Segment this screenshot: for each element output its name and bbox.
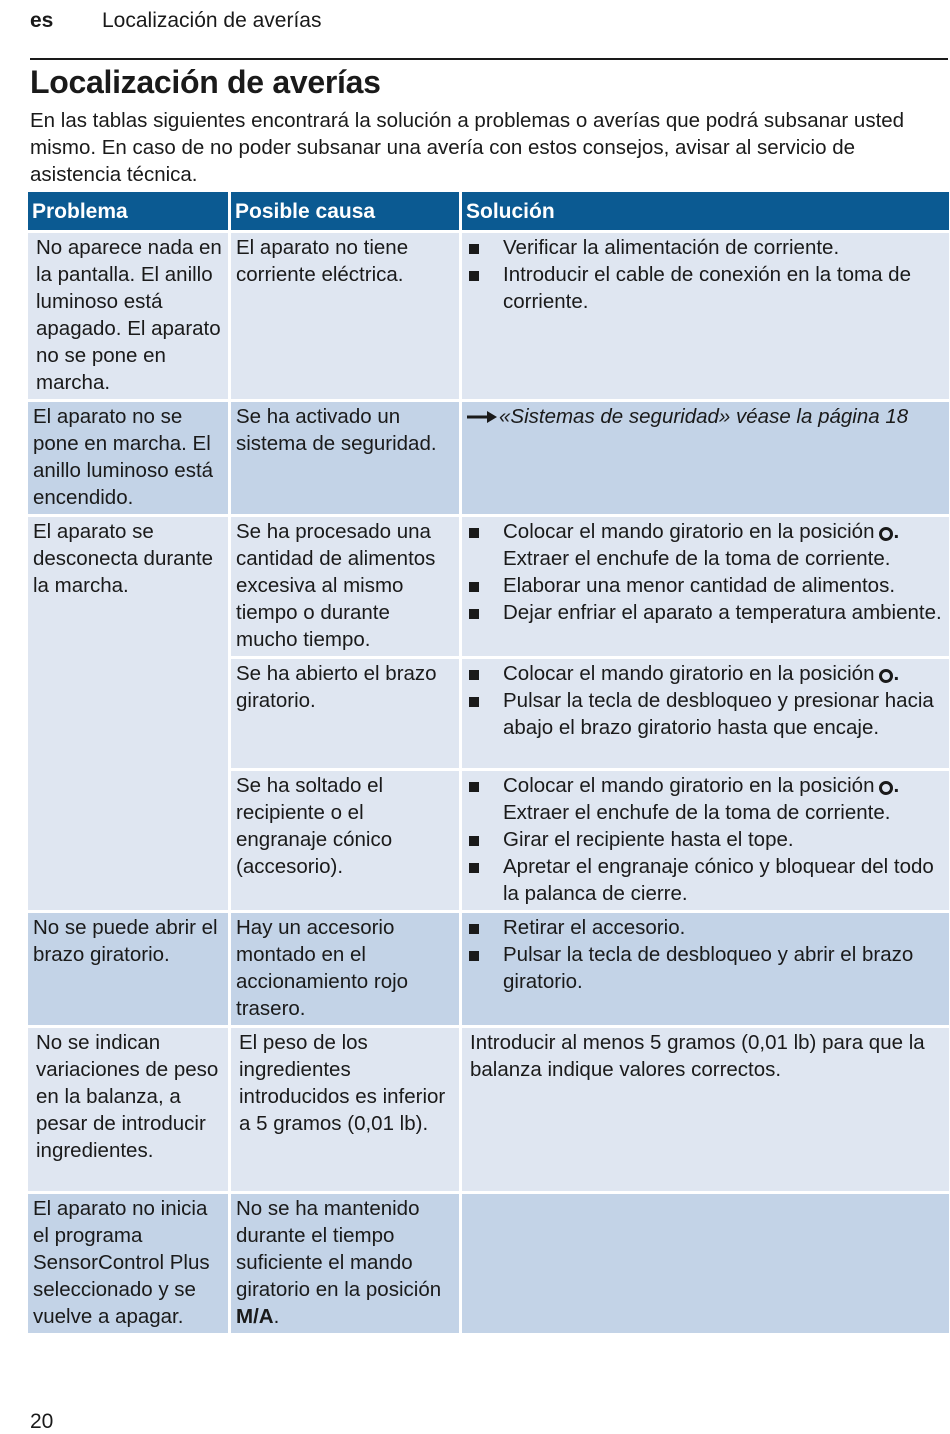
position-label: M/A <box>236 1305 274 1328</box>
problem-cell: El aparato no inicia el programa SensorControl Plus seleccionado y se vuelve a apagar. <box>28 1194 228 1333</box>
solution-cell <box>462 913 949 1025</box>
arrow-right-icon <box>467 410 497 424</box>
solution-item: Elaborar una menor cantidad de alimentos. <box>467 572 944 599</box>
page-number: 20 <box>30 1410 54 1433</box>
solution-item: Colocar el mando giratorio en la posición . <box>467 518 944 545</box>
cause-cell: El aparato no tiene corriente eléctrica. <box>231 233 459 399</box>
header-cause: Posible causa <box>231 192 459 230</box>
cause-cell: No se ha mantenido durante el tiempo suficiente el mando giratorio en la posición M/A. <box>231 1194 459 1333</box>
solution-item: Girar el recipiente hasta el tope. <box>467 826 944 853</box>
cause-cell: El peso de los ingredientes introducidos es inferior a 5 gramos (0,01 lb). <box>231 1028 459 1191</box>
cross-reference-text: «Sistemas de seguridad» véase la página 18 <box>499 405 909 428</box>
solution-cell <box>462 517 949 656</box>
solution-cell <box>462 402 949 514</box>
solution-item: Colocar el mando giratorio en la posición . <box>467 660 944 687</box>
table-row <box>28 517 949 656</box>
solution-cell <box>462 1194 949 1333</box>
problem-cell: No se puede abrir el brazo giratorio. <box>28 913 228 1025</box>
solution-item: Retirar el accesorio. <box>467 914 944 941</box>
solution-cell <box>462 771 949 910</box>
header-title: Localización de averías <box>102 9 322 32</box>
problem-cell: El aparato no se pone en marcha. El anillo luminoso está encendido. <box>28 402 228 514</box>
intro-paragraph: En las tablas siguientes encontrará la solución a problemas o averías que podrá subsanar usted mismo. En caso de no poder subsanar una avería con estos consejos, avisar al servicio de asistencia técnica. <box>30 109 905 186</box>
cause-cell: Se ha abierto el brazo giratorio. <box>231 659 459 768</box>
solution-item: Introducir el cable de conexión en la toma de corriente. <box>467 261 944 315</box>
problem-cell: El aparato se desconecta durante la marcha. <box>28 517 228 910</box>
cause-cell: Se ha soltado el recipiente o el engranaje cónico (accesorio). <box>231 771 459 910</box>
solution-item: Colocar el mando giratorio en la posición . <box>467 772 944 799</box>
position-zero-icon <box>879 781 893 795</box>
solution-cell <box>462 233 949 399</box>
header-problem: Problema <box>28 192 228 230</box>
table-row <box>28 233 949 399</box>
table-row <box>28 1028 949 1191</box>
header-solution: Solución <box>462 192 949 230</box>
table-row <box>28 913 949 1025</box>
solution-item: Apretar el engranaje cónico y bloquear del todo la palanca de cierre. <box>467 853 944 907</box>
page-title: Localización de averías <box>30 64 381 100</box>
solution-cell: Introducir al menos 5 gramos (0,01 lb) para que la balanza indique valores correctos. <box>462 1028 949 1191</box>
table-header-row <box>28 192 949 230</box>
solution-item-continuation: Extraer el enchufe de la toma de corriente. <box>503 547 891 570</box>
solution-item: Pulsar la tecla de desbloqueo y presionar hacia abajo el brazo giratorio hasta que encaje. <box>467 687 944 741</box>
position-zero-icon <box>879 527 893 541</box>
solution-item: Verificar la alimentación de corriente. <box>467 234 944 261</box>
language-code: es <box>30 9 54 32</box>
table-row <box>28 402 949 514</box>
running-header <box>30 4 948 60</box>
cross-reference <box>467 405 908 428</box>
position-zero-icon <box>879 669 893 683</box>
solution-item: Dejar enfriar el aparato a temperatura ambiente. <box>467 599 944 626</box>
troubleshooting-table <box>25 189 950 1336</box>
solution-item-continuation: Extraer el enchufe de la toma de corriente. <box>503 801 891 824</box>
cause-cell: Se ha activado un sistema de seguridad. <box>231 402 459 514</box>
problem-cell: No se indican variaciones de peso en la balanza, a pesar de introducir ingredientes. <box>28 1028 228 1191</box>
cause-cell: Se ha procesado una cantidad de alimentos excesiva al mismo tiempo o durante mucho tiempo. <box>231 517 459 656</box>
problem-cell: No aparece nada en la pantalla. El anillo luminoso está apagado. El aparato no se pone en marcha. <box>28 233 228 399</box>
solution-item: Pulsar la tecla de desbloqueo y abrir el brazo giratorio. <box>467 941 944 995</box>
cause-cell: Hay un accesorio montado en el accionamiento rojo trasero. <box>231 913 459 1025</box>
solution-cell <box>462 659 949 768</box>
table-row <box>28 1194 949 1333</box>
